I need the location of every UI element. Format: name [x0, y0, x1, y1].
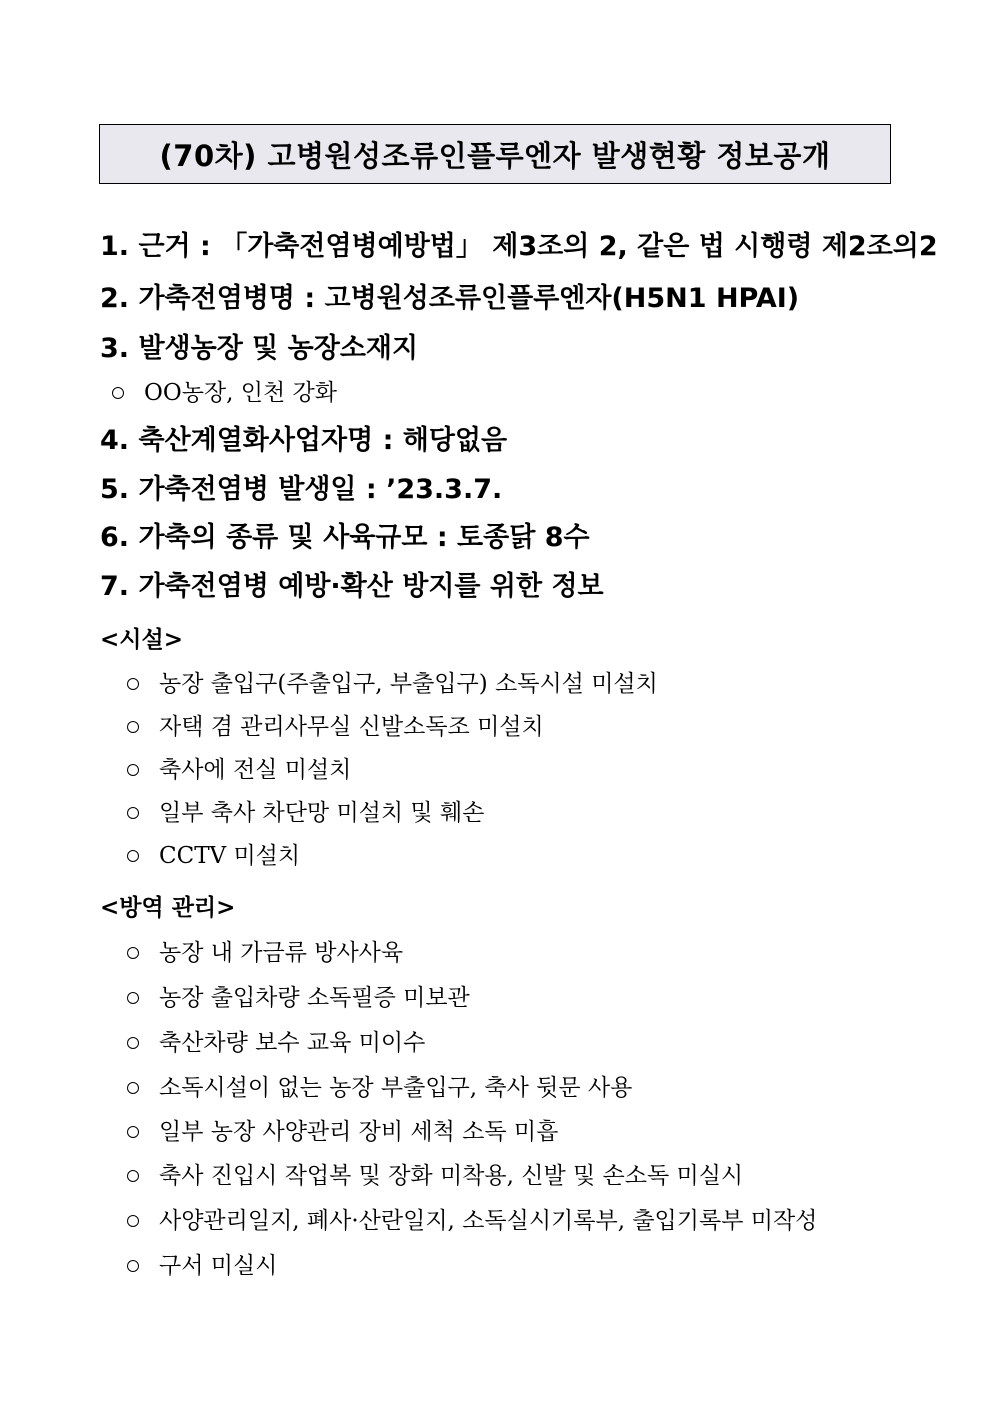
list-item-text: 농장 내 가금류 방사사육 — [159, 940, 404, 966]
list-item-text: 축사 진입시 작업복 및 장화 미착용, 신발 및 손소독 미실시 — [159, 1163, 744, 1189]
circle-bullet-icon — [127, 1082, 139, 1094]
list-item-text: 축산차량 보수 교육 미이수 — [159, 1030, 426, 1056]
title-box — [99, 124, 891, 184]
list-item-text: 축사에 전실 미설치 — [159, 757, 352, 783]
circle-bullet-icon — [127, 1126, 139, 1138]
list-item — [127, 1251, 277, 1281]
list-item-text: 농장 출입구(주출입구, 부출입구) 소독시설 미설치 — [159, 671, 658, 697]
list-item — [127, 1206, 817, 1236]
circle-bullet-icon — [127, 1215, 139, 1227]
heading-prevention-info: 7. 가축전염병 예방·확산 방지를 위한 정보 — [100, 571, 604, 602]
circle-bullet-icon — [127, 807, 139, 819]
list-item — [127, 938, 403, 968]
list-item-text: 소독시설이 없는 농장 부출입구, 축사 뒷문 사용 — [159, 1075, 633, 1101]
circle-bullet-icon — [127, 1260, 139, 1272]
heading-outbreak-date: 5. 가축전염병 발생일 : ’23.3.7. — [100, 474, 503, 505]
list-item — [127, 841, 300, 871]
list-item-text: 일부 농장 사양관리 장비 세척 소독 미흡 — [159, 1119, 559, 1145]
quarantine-section-label: <방역 관리> — [100, 894, 236, 921]
list-item-text: 사양관리일지, 폐사·산란일지, 소독실시기록부, 출입기록부 미작성 — [159, 1208, 818, 1234]
list-item-text: 자택 겸 관리사무실 신발소독조 미설치 — [159, 714, 544, 740]
list-item-text: 농장 출입차량 소독필증 미보관 — [159, 985, 470, 1011]
list-item-text: CCTV 미설치 — [159, 843, 301, 869]
list-item — [127, 983, 470, 1013]
list-item — [127, 798, 484, 828]
document-title: (70차) 고병원성조류인플루엔자 발생현황 정보공개 — [159, 138, 831, 173]
heading-livestock-scale: 6. 가축의 종류 및 사육규모 : 토종닭 8수 — [100, 522, 590, 553]
list-item — [127, 755, 351, 785]
circle-bullet-icon — [127, 992, 139, 1004]
list-item-text: 일부 축사 차단망 미설치 및 훼손 — [159, 800, 485, 826]
heading-integrator: 4. 축산계열화사업자명 : 해당없음 — [100, 425, 508, 456]
circle-bullet-icon — [127, 947, 139, 959]
list-item — [127, 712, 544, 742]
list-item-text: 구서 미실시 — [159, 1253, 278, 1279]
list-item — [127, 1028, 425, 1058]
list-item — [127, 669, 658, 699]
circle-bullet-icon — [127, 764, 139, 776]
heading-disease-name: 2. 가축전염병명 : 고병원성조류인플루엔자(H5N1 HPAI) — [100, 283, 800, 314]
farm-location-item — [112, 378, 337, 408]
circle-bullet-icon — [127, 1170, 139, 1182]
circle-bullet-icon — [112, 387, 124, 399]
facilities-section-label: <시설> — [100, 626, 183, 653]
farm-location-text: OO농장, 인천 강화 — [144, 380, 337, 406]
circle-bullet-icon — [127, 1037, 139, 1049]
circle-bullet-icon — [127, 721, 139, 733]
heading-farm-location: 3. 발생농장 및 농장소재지 — [100, 333, 419, 364]
list-item — [127, 1073, 632, 1103]
list-item — [127, 1161, 743, 1191]
circle-bullet-icon — [127, 678, 139, 690]
list-item — [127, 1117, 558, 1147]
circle-bullet-icon — [127, 850, 139, 862]
heading-legal-basis: 1. 근거 : 「가축전염병예방법」 제3조의 2, 같은 법 시행령 제2조의2 — [100, 231, 938, 262]
